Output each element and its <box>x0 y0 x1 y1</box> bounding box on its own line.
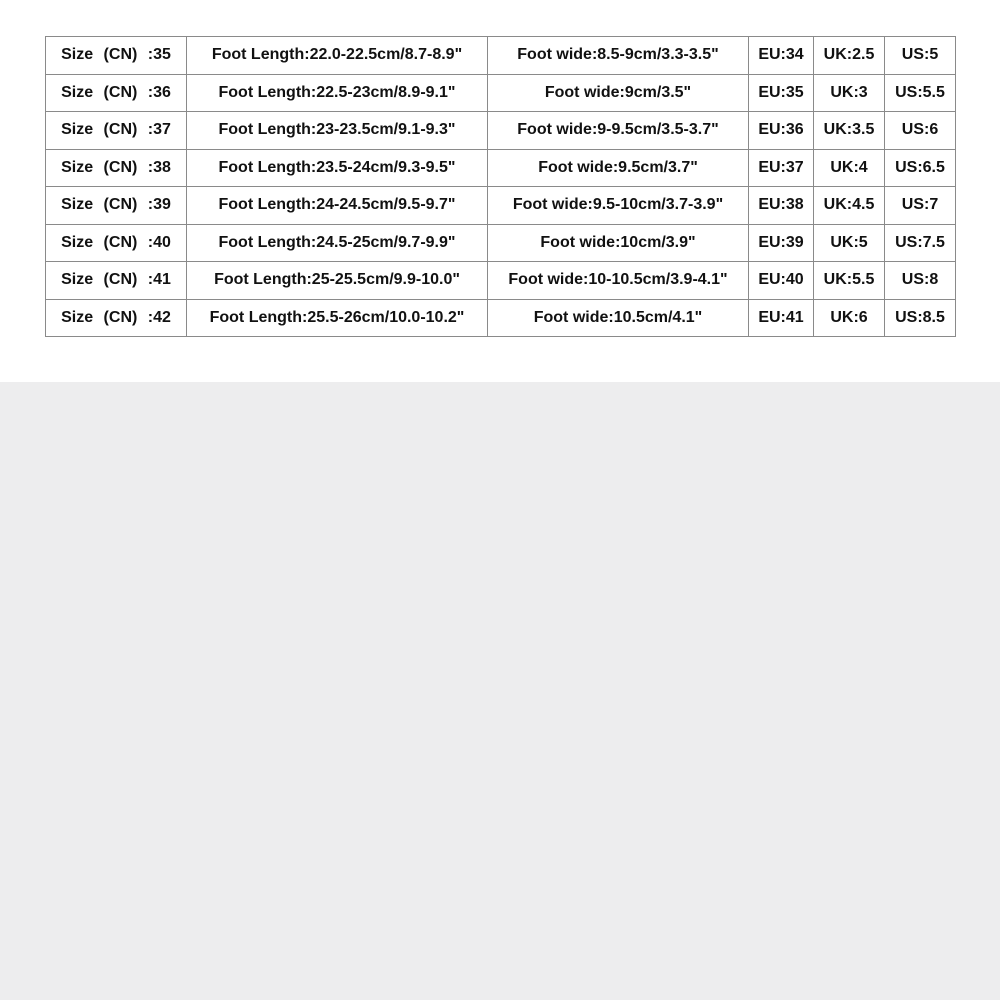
foot-width-cell: Foot wide:8.5-9cm/3.3-3.5" <box>488 37 749 75</box>
uk-size-cell: UK:4.5 <box>814 187 885 225</box>
size-cn-cell: Size (CN) :40 <box>46 224 187 262</box>
foot-length-cell: Foot Length:22.0-22.5cm/8.7-8.9" <box>187 37 488 75</box>
size-cn-cell: Size (CN) :37 <box>46 112 187 150</box>
eu-size-cell: EU:36 <box>749 112 814 150</box>
foot-length-cell: Foot Length:22.5-23cm/8.9-9.1" <box>187 74 488 112</box>
size-cn-cell: Size (CN) :38 <box>46 149 187 187</box>
foot-length-cell: Foot Length:25.5-26cm/10.0-10.2" <box>187 299 488 337</box>
table-row <box>46 299 956 337</box>
table-row <box>46 224 956 262</box>
eu-size-cell: EU:39 <box>749 224 814 262</box>
us-size-cell: US:7.5 <box>885 224 956 262</box>
foot-width-cell: Foot wide:9.5cm/3.7" <box>488 149 749 187</box>
foot-length-cell: Foot Length:23.5-24cm/9.3-9.5" <box>187 149 488 187</box>
uk-size-cell: UK:5.5 <box>814 262 885 300</box>
table-row <box>46 37 956 75</box>
eu-size-cell: EU:38 <box>749 187 814 225</box>
us-size-cell: US:8.5 <box>885 299 956 337</box>
us-size-cell: US:6.5 <box>885 149 956 187</box>
foot-width-cell: Foot wide:9.5-10cm/3.7-3.9" <box>488 187 749 225</box>
foot-width-cell: Foot wide:10-10.5cm/3.9-4.1" <box>488 262 749 300</box>
eu-size-cell: EU:35 <box>749 74 814 112</box>
uk-size-cell: UK:3.5 <box>814 112 885 150</box>
size-cn-cell: Size (CN) :36 <box>46 74 187 112</box>
foot-width-cell: Foot wide:9-9.5cm/3.5-3.7" <box>488 112 749 150</box>
uk-size-cell: UK:2.5 <box>814 37 885 75</box>
us-size-cell: US:5 <box>885 37 956 75</box>
foot-width-cell: Foot wide:10.5cm/4.1" <box>488 299 749 337</box>
uk-size-cell: UK:4 <box>814 149 885 187</box>
foot-width-cell: Foot wide:9cm/3.5" <box>488 74 749 112</box>
foot-length-cell: Foot Length:23-23.5cm/9.1-9.3" <box>187 112 488 150</box>
size-chart-table <box>45 36 956 337</box>
foot-width-cell: Foot wide:10cm/3.9" <box>488 224 749 262</box>
eu-size-cell: EU:34 <box>749 37 814 75</box>
eu-size-cell: EU:37 <box>749 149 814 187</box>
uk-size-cell: UK:6 <box>814 299 885 337</box>
size-cn-cell: Size (CN) :41 <box>46 262 187 300</box>
eu-size-cell: EU:41 <box>749 299 814 337</box>
size-cn-cell: Size (CN) :39 <box>46 187 187 225</box>
uk-size-cell: UK:3 <box>814 74 885 112</box>
us-size-cell: US:8 <box>885 262 956 300</box>
eu-size-cell: EU:40 <box>749 262 814 300</box>
foot-length-cell: Foot Length:24.5-25cm/9.7-9.9" <box>187 224 488 262</box>
us-size-cell: US:7 <box>885 187 956 225</box>
size-chart-panel <box>0 0 1000 382</box>
table-row <box>46 112 956 150</box>
table-row <box>46 149 956 187</box>
size-cn-cell: Size (CN) :42 <box>46 299 187 337</box>
foot-length-cell: Foot Length:25-25.5cm/9.9-10.0" <box>187 262 488 300</box>
table-row <box>46 187 956 225</box>
size-cn-cell: Size (CN) :35 <box>46 37 187 75</box>
us-size-cell: US:5.5 <box>885 74 956 112</box>
us-size-cell: US:6 <box>885 112 956 150</box>
uk-size-cell: UK:5 <box>814 224 885 262</box>
table-row <box>46 74 956 112</box>
foot-length-cell: Foot Length:24-24.5cm/9.5-9.7" <box>187 187 488 225</box>
table-row <box>46 262 956 300</box>
